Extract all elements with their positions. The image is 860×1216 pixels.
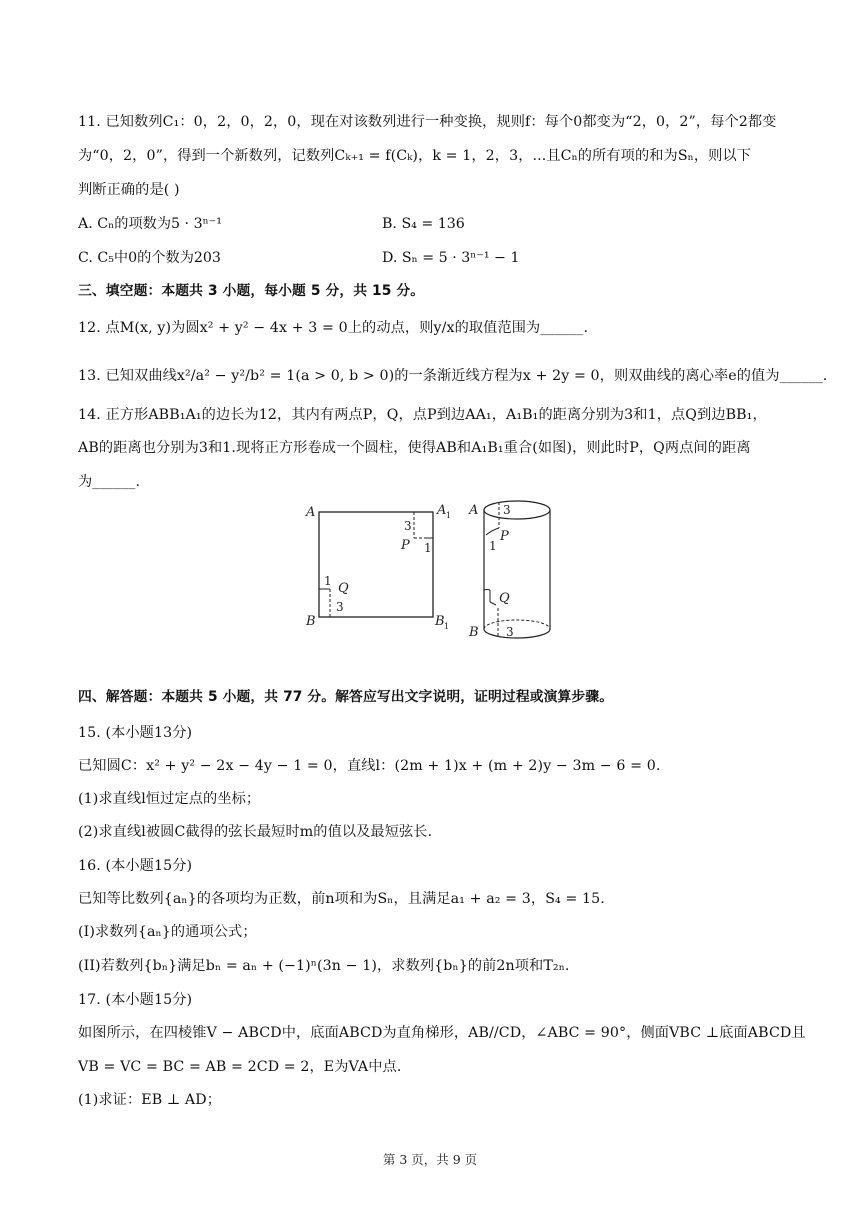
- label-p: P: [401, 538, 410, 553]
- cyl-q-distance-3: 3: [506, 625, 514, 639]
- cyl-p-distance-1: 1: [489, 539, 497, 553]
- q14-line1: 14. 正方形ABB₁A₁的边长为12，其内有两点P，Q，点P到边AA₁，A₁B₁的距离分别为3和1，点Q到边BB₁，: [78, 407, 767, 423]
- label-b: B: [306, 614, 316, 629]
- q16-title: 16. (本小题15分): [78, 858, 193, 874]
- q15-part2: (2)求直线l被圆C截得的弦长最短时m的值以及最短弦长.: [78, 824, 433, 840]
- section-heading-solutions: 四、解答题：本题共 5 小题，共 77 分。解答应写出文字说明，证明过程或演算步骤。: [78, 689, 614, 705]
- cyl-label-a: A: [469, 503, 479, 518]
- q15-part1: (1)求直线l恒过定点的坐标；: [78, 791, 261, 807]
- q12-text: 12. 点M(x, y)为圆x² + y² − 4x + 3 = 0上的动点，则y/x的取值范围为______.: [78, 320, 589, 336]
- q17-title: 17. (本小题15分): [78, 992, 193, 1008]
- q11-option-b: B. S₄ = 136: [382, 216, 465, 232]
- label-b1: B: [435, 614, 445, 629]
- label-b1-sub: 1: [444, 622, 450, 631]
- q15-stem: 已知圆C：x² + y² − 2x − 4y − 1 = 0，直线l：(2m + 1)x + (m + 2)y − 3m − 6 = 0.: [78, 758, 661, 774]
- label-a: A: [306, 505, 316, 520]
- cyl-p-distance-3: 3: [503, 503, 511, 517]
- q11-line3: 判断正确的是( ): [78, 182, 180, 198]
- label-q: Q: [338, 581, 349, 596]
- q11-option-a: A. Cₙ的项数为5 · 3ⁿ⁻¹: [78, 216, 222, 232]
- q11-line2: 为“0，2，0”，得到一个新数列，记数列Cₖ₊₁ = f(Cₖ)，k = 1，2，3，...且Cₙ的所有项的和为Sₙ，则以下: [78, 148, 752, 164]
- page-footer: 第 3 页，共 9 页: [382, 1152, 478, 1167]
- q11-line1: 11. 已知数列C₁：0，2，0，2，0，现在对该数列进行一种变换，规则f：每个0都变为“2，0，2”，每个2都变: [78, 114, 777, 130]
- p-distance-1: 1: [424, 541, 432, 555]
- q16-part1: (I)求数列{aₙ}的通项公式；: [78, 924, 257, 940]
- q17-part1: (1)求证：EB ⊥ AD；: [78, 1092, 222, 1108]
- label-a1: A: [437, 503, 447, 518]
- q-distance-3: 3: [336, 600, 344, 614]
- p-distance-3: 3: [404, 519, 412, 533]
- q15-title: 15. (本小题13分): [78, 725, 193, 741]
- cyl-q-tick: [490, 602, 496, 605]
- square-cylinder-figure: [300, 494, 562, 646]
- cyl-q-arc: [484, 590, 490, 591]
- figure-svg: [300, 494, 562, 646]
- q16-stem: 已知等比数列{aₙ}的各项均为正数，前n项和为Sₙ，且满足a₁ + a₂ = 3，S₄ = 15.: [78, 891, 605, 907]
- q11-option-c: C. C₅中0的个数为203: [78, 250, 221, 266]
- cyl-p-arc: [486, 528, 499, 535]
- section-heading-fill-blank: 三、填空题：本题共 3 小题，每小题 5 分，共 15 分。: [78, 283, 425, 299]
- cyl-label-p: P: [500, 529, 509, 544]
- q14-line3: 为______.: [78, 474, 141, 490]
- cylinder-bottom-front: [484, 629, 550, 638]
- cyl-label-b: B: [469, 625, 479, 640]
- q17-stem2: VB = VC = BC = AB = 2CD = 2，E为VA中点.: [78, 1059, 402, 1075]
- cylinder-bottom-back: [484, 620, 550, 629]
- q16-part2: (II)若数列{bₙ}满足bₙ = aₙ + (−1)ⁿ(3n − 1)，求数列{bₙ}的前2n项和T₂ₙ.: [78, 958, 570, 974]
- q13-text: 13. 已知双曲线x²/a² − y²/b² = 1(a > 0, b > 0)的一条渐近线方程为x + 2y = 0，则双曲线的离心率e的值为______.: [78, 368, 828, 384]
- q17-stem1: 如图所示，在四棱锥V − ABCD中，底面ABCD为直角梯形，AB//CD，∠ABC = 90°，侧面VBC ⊥底面ABCD且: [78, 1025, 806, 1041]
- label-a1-sub: 1: [446, 511, 452, 520]
- q14-line2: AB的距离也分别为3和1.现将正方形卷成一个圆柱，使得AB和A₁B₁重合(如图)，则此时P，Q两点间的距离: [78, 440, 751, 456]
- cylinder-top: [484, 501, 550, 519]
- q11-option-d: D. Sₙ = 5 · 3ⁿ⁻¹ − 1: [382, 250, 520, 266]
- cyl-label-q: Q: [499, 591, 510, 606]
- q-distance-1: 1: [324, 574, 332, 588]
